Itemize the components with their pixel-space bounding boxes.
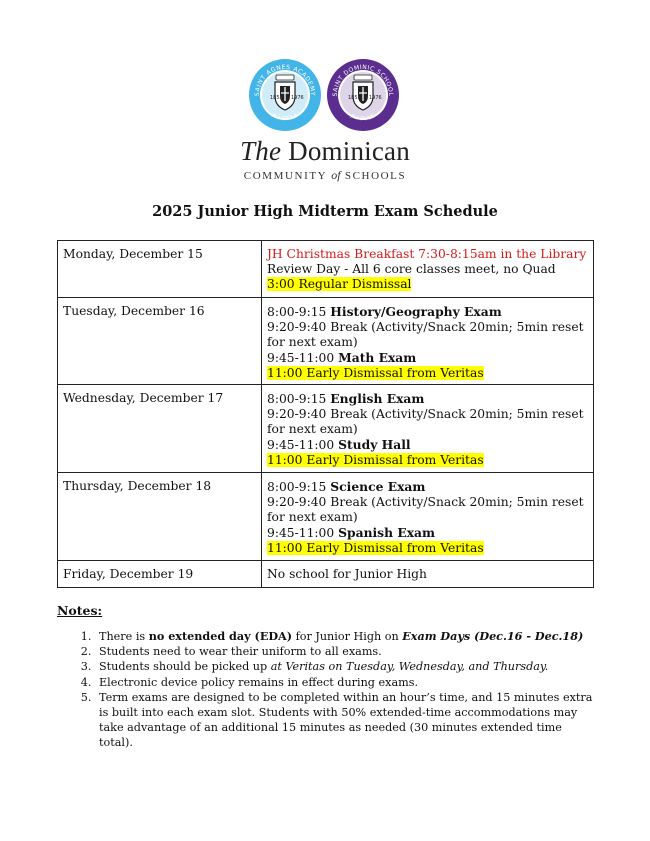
logo-bottom-text: for GIRLS <box>270 112 300 123</box>
exam1-time: 8:00-9:15 <box>267 305 331 319</box>
exam1-name: Science Exam <box>330 479 426 494</box>
exam1-line <box>267 391 587 407</box>
details-cell <box>262 385 594 473</box>
brand-dominican: Dominican <box>288 136 410 166</box>
exam2-name: Math Exam <box>338 350 417 365</box>
notes-list <box>57 629 597 751</box>
break-line: 9:20-9:40 Break (Activity/Snack 20min; 5min reset for next exam) <box>267 407 584 436</box>
schedule-table <box>57 240 594 588</box>
saint-dominic-school-logo <box>326 58 400 132</box>
exam1-line <box>267 304 587 320</box>
list-item: 4. Electronic device policy remains in effect during exams. <box>95 675 597 690</box>
logo-year-right: 1976 <box>291 95 304 101</box>
exam2-line <box>267 350 587 366</box>
brand-the: The <box>240 136 282 166</box>
exam1-name: English Exam <box>330 391 425 406</box>
list-item: 2. Students need to wear their uniform to all exams. <box>95 644 597 659</box>
exam2-time: 9:45-11:00 <box>267 438 339 452</box>
list-item <box>95 629 597 644</box>
brand-wordmark <box>0 136 650 183</box>
brand-sub-community: COMMUNITY <box>243 170 327 182</box>
dismissal-note: 11:00 Early Dismissal from Veritas <box>267 366 484 380</box>
logo-year-right: 1976 <box>369 95 382 101</box>
table-row <box>58 473 594 561</box>
table-row <box>58 241 594 298</box>
logo-top-text: SAINT AGNES ACADEMY <box>253 63 317 97</box>
notes-section <box>57 603 597 751</box>
exam2-name: Study Hall <box>338 437 411 452</box>
break-line: 9:20-9:40 Break (Activity/Snack 20min; 5min reset for next exam) <box>267 320 584 349</box>
note1-part-c: for Junior High on <box>292 630 403 643</box>
day-cell: Tuesday, December 16 <box>58 298 262 385</box>
notes-heading: Notes: <box>57 603 103 618</box>
day-cell: Friday, December 19 <box>58 561 262 588</box>
table-row <box>58 561 594 588</box>
brand-name <box>0 136 650 166</box>
list-item: 5. Term exams are designed to be completed within an hour’s time, and 15 minutes extra is built into each exam slot. Students with 50% extended-time accommodations may take advantage of an additional 15 minutes as needed (30 minutes extended time total). <box>95 690 597 751</box>
logo-year-left: 1851 <box>348 95 361 101</box>
exam1-time: 8:00-9:15 <box>267 392 331 406</box>
dismissal-note: 11:00 Early Dismissal from Veritas <box>267 453 484 467</box>
exam1-name: History/Geography Exam <box>330 304 502 319</box>
day-cell: Monday, December 15 <box>58 241 262 298</box>
note1-part-b: no extended day (EDA) <box>148 629 293 643</box>
break-line: 9:20-9:40 Break (Activity/Snack 20min; 5min reset for next exam) <box>267 495 584 524</box>
exam2-time: 9:45-11:00 <box>267 351 339 365</box>
saint-agnes-academy-logo <box>248 58 322 132</box>
exam2-name: Spanish Exam <box>338 525 436 540</box>
exam1-time: 8:00-9:15 <box>267 480 331 494</box>
logo-year-left: 1851 <box>270 95 283 101</box>
page-title: 2025 Junior High Midterm Exam Schedule <box>152 203 498 220</box>
note3-part-a: Students should be picked up <box>99 660 271 674</box>
brand-sub-schools: SCHOOLS <box>344 170 407 182</box>
dismissal-note: 3:00 Regular Dismissal <box>267 277 412 291</box>
dismissal-note: 11:00 Early Dismissal from Veritas <box>267 541 484 555</box>
table-row <box>58 298 594 385</box>
logo-bottom-text: for BOYS <box>349 113 377 123</box>
exam2-time: 9:45-11:00 <box>267 526 339 540</box>
note1-part-d: Exam Days (Dec.16 - Dec.18) <box>402 629 584 643</box>
logo-top-text: SAINT DOMINIC SCHOOL <box>331 63 395 97</box>
breakfast-note: JH Christmas Breakfast 7:30-8:15am in the Library <box>267 247 587 261</box>
day-cell: Thursday, December 18 <box>58 473 262 561</box>
table-row <box>58 385 594 473</box>
note1-part-a: There is <box>99 630 149 643</box>
exam2-line <box>267 437 587 453</box>
exam2-line <box>267 525 587 541</box>
brand-subtitle <box>0 168 650 183</box>
logos <box>0 58 650 132</box>
exam1-line <box>267 479 587 495</box>
day-cell: Wednesday, December 17 <box>58 385 262 473</box>
details-cell <box>262 473 594 561</box>
review-day-note: Review Day - All 6 core classes meet, no Quad <box>267 262 556 276</box>
details-cell <box>262 298 594 385</box>
brand-sub-of: of <box>331 168 341 182</box>
note3-part-b: at Veritas on Tuesday, Wednesday, and Thursday. <box>270 660 549 674</box>
details-cell <box>262 241 594 298</box>
list-item <box>95 659 597 674</box>
details-cell: No school for Junior High <box>262 561 594 588</box>
